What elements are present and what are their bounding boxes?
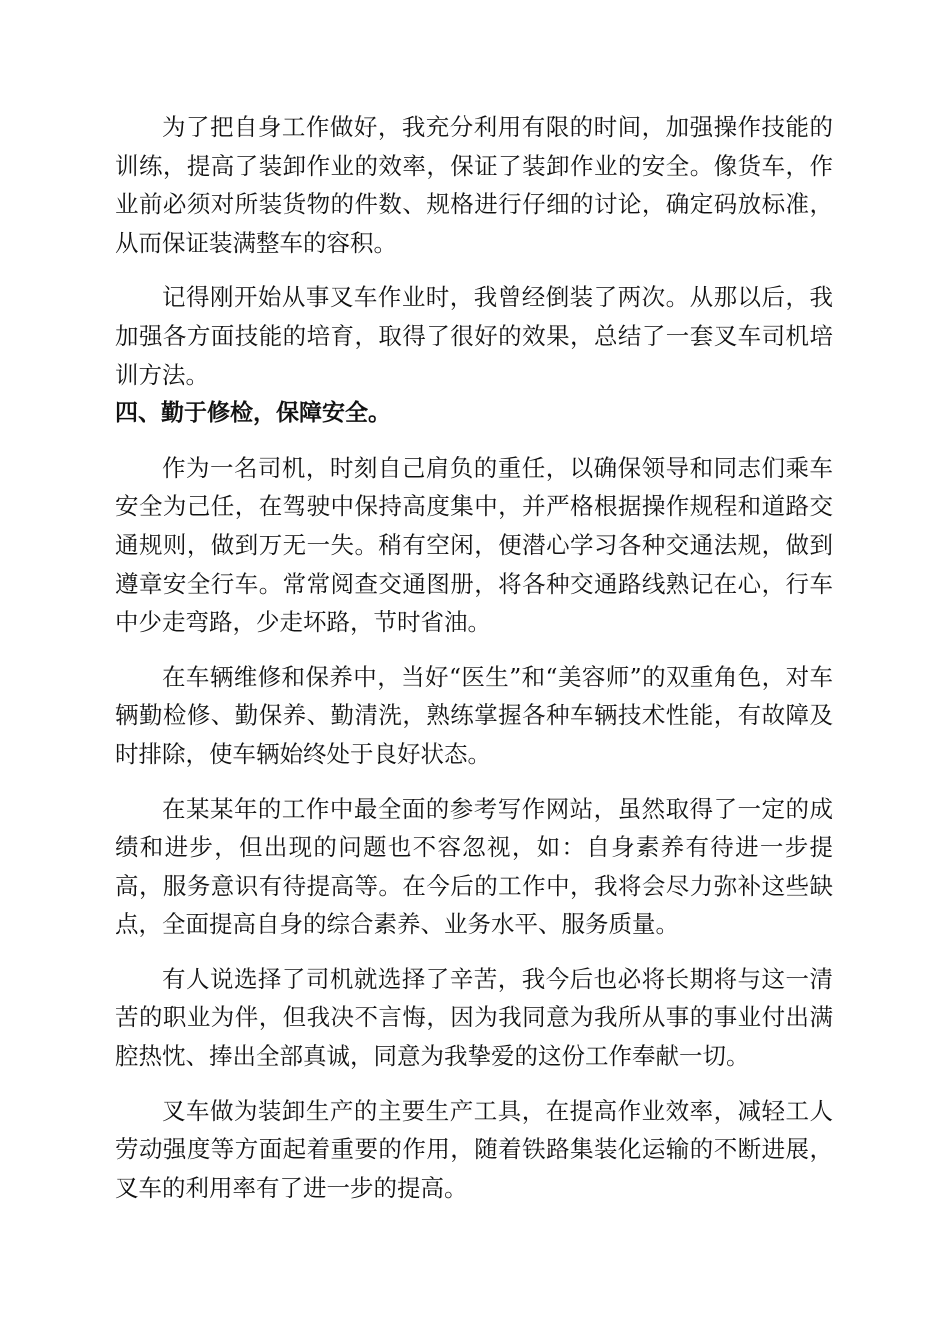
paragraph: 在车辆维修和保养中，当好“医生”和“美容师”的双重角色，对车辆勤检修、勤保养、勤清洗，熟练掌握各种车辆技术性能，有故障及时排除，使车辆始终处于良好状态。 xyxy=(115,662,833,768)
paragraph: 在某某年的工作中最全面的参考写作网站，虽然取得了一定的成绩和进步，但出现的问题也不容忽视，如：自身素养有待进一步提高，服务意识有待提高等。在今后的工作中，我将会尽力弥补这些缺点，全面提高自身的综合素养、业务水平、服务质量。 xyxy=(115,794,833,939)
paragraph: 为了把自身工作做好，我充分利用有限的时间，加强操作技能的训练，提高了装卸作业的效率，保证了装卸作业的安全。像货车，作业前必须对所装货物的件数、规格进行仔细的讨论，确定码放标准，从而保证装满整车的容积。 xyxy=(115,113,833,257)
section-heading: 四、勤于修检，保障安全。 xyxy=(115,400,391,427)
paragraph: 记得刚开始从事叉车作业时，我曾经倒装了两次。从那以后，我加强各方面技能的培育，取得了很好的效果，总结了一套叉车司机培训方法。 xyxy=(115,283,833,389)
paragraph: 作为一名司机，时刻自己肩负的重任，以确保领导和同志们乘车安全为己任，在驾驶中保持高度集中，并严格根据操作规程和道路交通规则，做到万无一失。稍有空闲，便潜心学习各种交通法规，做到遵章安全行车。常常阅查交通图册，将各种交通路线熟记在心，行车中少走弯路，少走坏路，节时省油。 xyxy=(115,453,833,637)
document-page xyxy=(115,108,833,1207)
paragraph: 叉车做为装卸生产的主要生产工具，在提高作业效率，减轻工人劳动强度等方面起着重要的作用，随着铁路集装化运输的不断进展，叉车的利用率有了进一步的提高。 xyxy=(115,1096,833,1202)
paragraph: 有人说选择了司机就选择了辛苦，我今后也必将长期将与这一清苦的职业为伴，但我决不言悔，因为我同意为我所从事的事业付出满腔热忱、捧出全部真诚，同意为我挚爱的这份工作奉献一切。 xyxy=(115,964,833,1071)
